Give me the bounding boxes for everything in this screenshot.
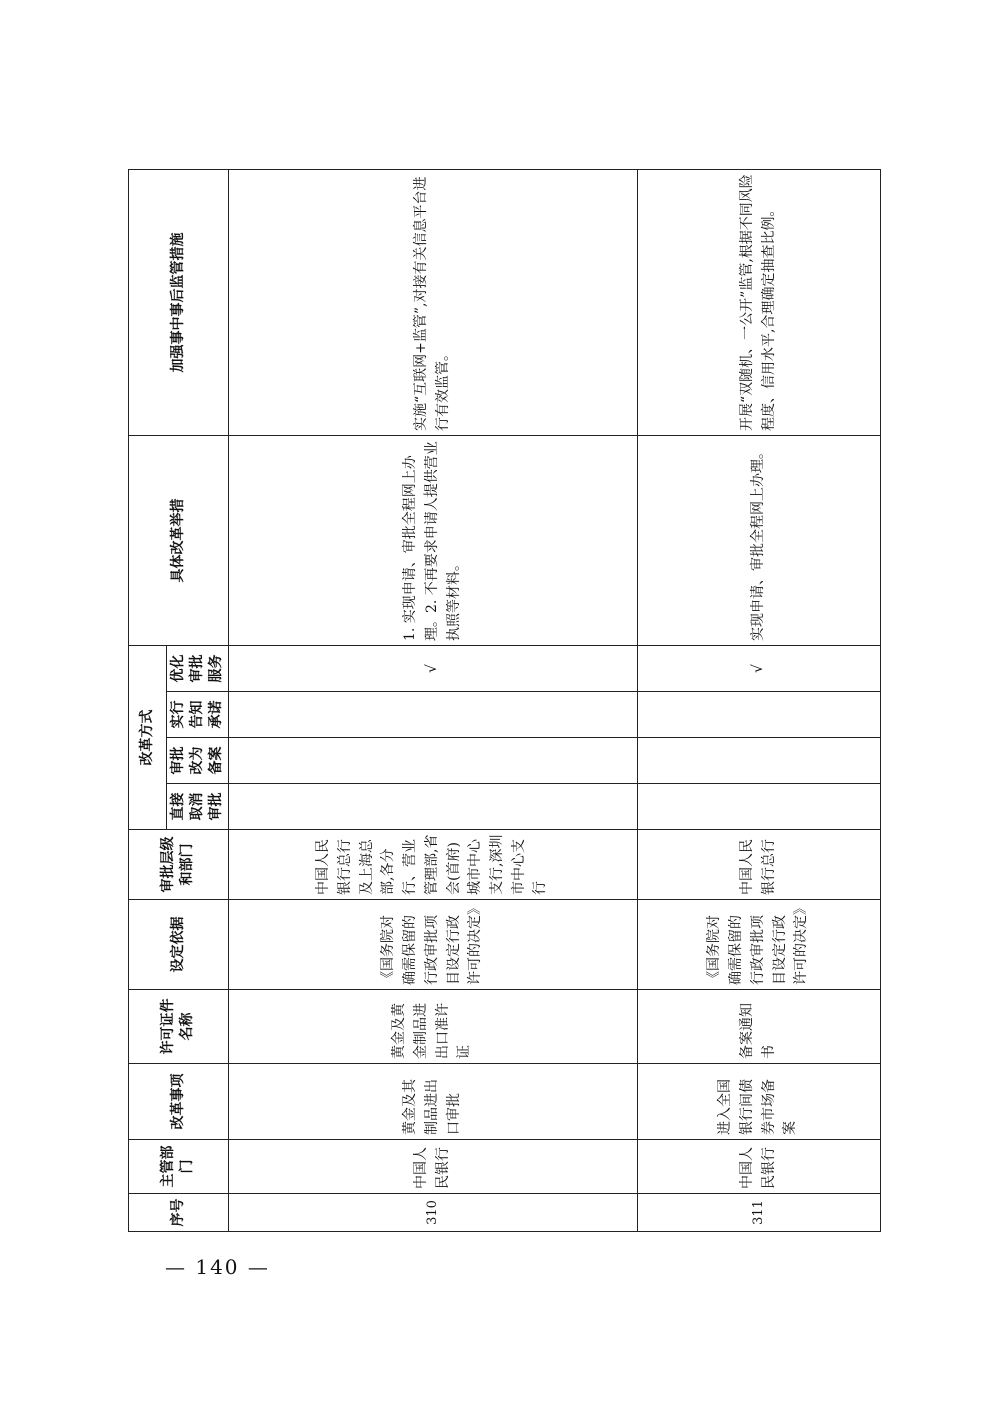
row-method-cancel <box>228 784 637 830</box>
row-license-text: 黄金及黄金制品进出口准许证 <box>391 1003 473 1059</box>
header-method-record: 审批改为备案 <box>167 738 229 784</box>
reform-table <box>128 169 881 1232</box>
row-level <box>228 830 637 900</box>
page-number: — 140 — <box>165 1255 270 1279</box>
row-seq: 310 <box>228 1194 637 1232</box>
row-method-record <box>637 738 880 784</box>
header-license: 许可证件名称 <box>129 990 229 1064</box>
header-seq: 序号 <box>129 1194 229 1232</box>
row-method-optimize: √ <box>637 646 880 692</box>
table-row <box>228 170 637 1232</box>
row-supervision: 实施“互联网+监管”,对接有关信息平台进行有效监管。 <box>228 170 637 436</box>
row-level <box>637 830 880 900</box>
header-dept: 主管部门 <box>129 1140 229 1194</box>
row-license <box>637 990 880 1064</box>
rotated-table-page <box>128 170 864 1232</box>
row-item-text: 黄金及其制品进出口审批 <box>402 1079 462 1135</box>
row-level-text: 中国人民银行总行及上海总部,各分行、营业管理部,省会(首府)城市中心支行,深圳市中心支行 <box>315 834 549 895</box>
row-dept-text: 中国人民银行 <box>738 1147 777 1189</box>
row-measures: 实现申请、审批全程网上办理。 <box>637 436 880 646</box>
row-supervision: 开展“双随机、一公开”监管,根据不同风险程度、信用水平,合理确定抽查比例。 <box>637 170 880 436</box>
header-supervision: 加强事中事后监管措施 <box>129 170 229 436</box>
row-dept <box>228 1140 637 1194</box>
row-seq: 311 <box>637 1194 880 1232</box>
row-license-text: 备案通知书 <box>738 1003 777 1059</box>
row-level-text: 中国人民银行总行 <box>738 839 777 895</box>
row-item <box>637 1064 880 1140</box>
row-basis <box>228 900 637 990</box>
row-basis <box>637 900 880 990</box>
row-method-record <box>228 738 637 784</box>
table-row <box>637 170 880 1232</box>
table-header-row <box>129 170 167 1232</box>
row-basis-text: 《国务院对确需保留的行政审批项目设定行政许可的决定》 <box>706 901 810 985</box>
row-dept <box>637 1140 880 1194</box>
header-basis: 设定依据 <box>129 900 229 990</box>
row-license <box>228 990 637 1064</box>
header-method-notify: 实行告知承诺 <box>167 692 229 738</box>
header-method-cancel: 直接取消审批 <box>167 784 229 830</box>
header-item: 改革事项 <box>129 1064 229 1140</box>
row-method-notify <box>637 692 880 738</box>
row-method-optimize: √ <box>228 646 637 692</box>
row-item-text: 进入全国银行间债券市场备案 <box>717 1079 799 1135</box>
header-method-optimize: 优化审批服务 <box>167 646 229 692</box>
row-dept-text: 中国人民银行 <box>412 1147 451 1189</box>
row-method-cancel <box>637 784 880 830</box>
row-measures: 1. 实现申请、审批全程网上办理。2. 不再要求申请人提供营业执照等材料。 <box>228 436 637 646</box>
header-level: 审批层级和部门 <box>129 830 229 900</box>
row-method-notify <box>228 692 637 738</box>
header-measures: 具体改革举措 <box>129 436 229 646</box>
row-basis-text: 《国务院对确需保留的行政审批项目设定行政许可的决定》 <box>380 901 484 985</box>
header-methods-group: 改革方式 <box>129 646 167 830</box>
row-item <box>228 1064 637 1140</box>
